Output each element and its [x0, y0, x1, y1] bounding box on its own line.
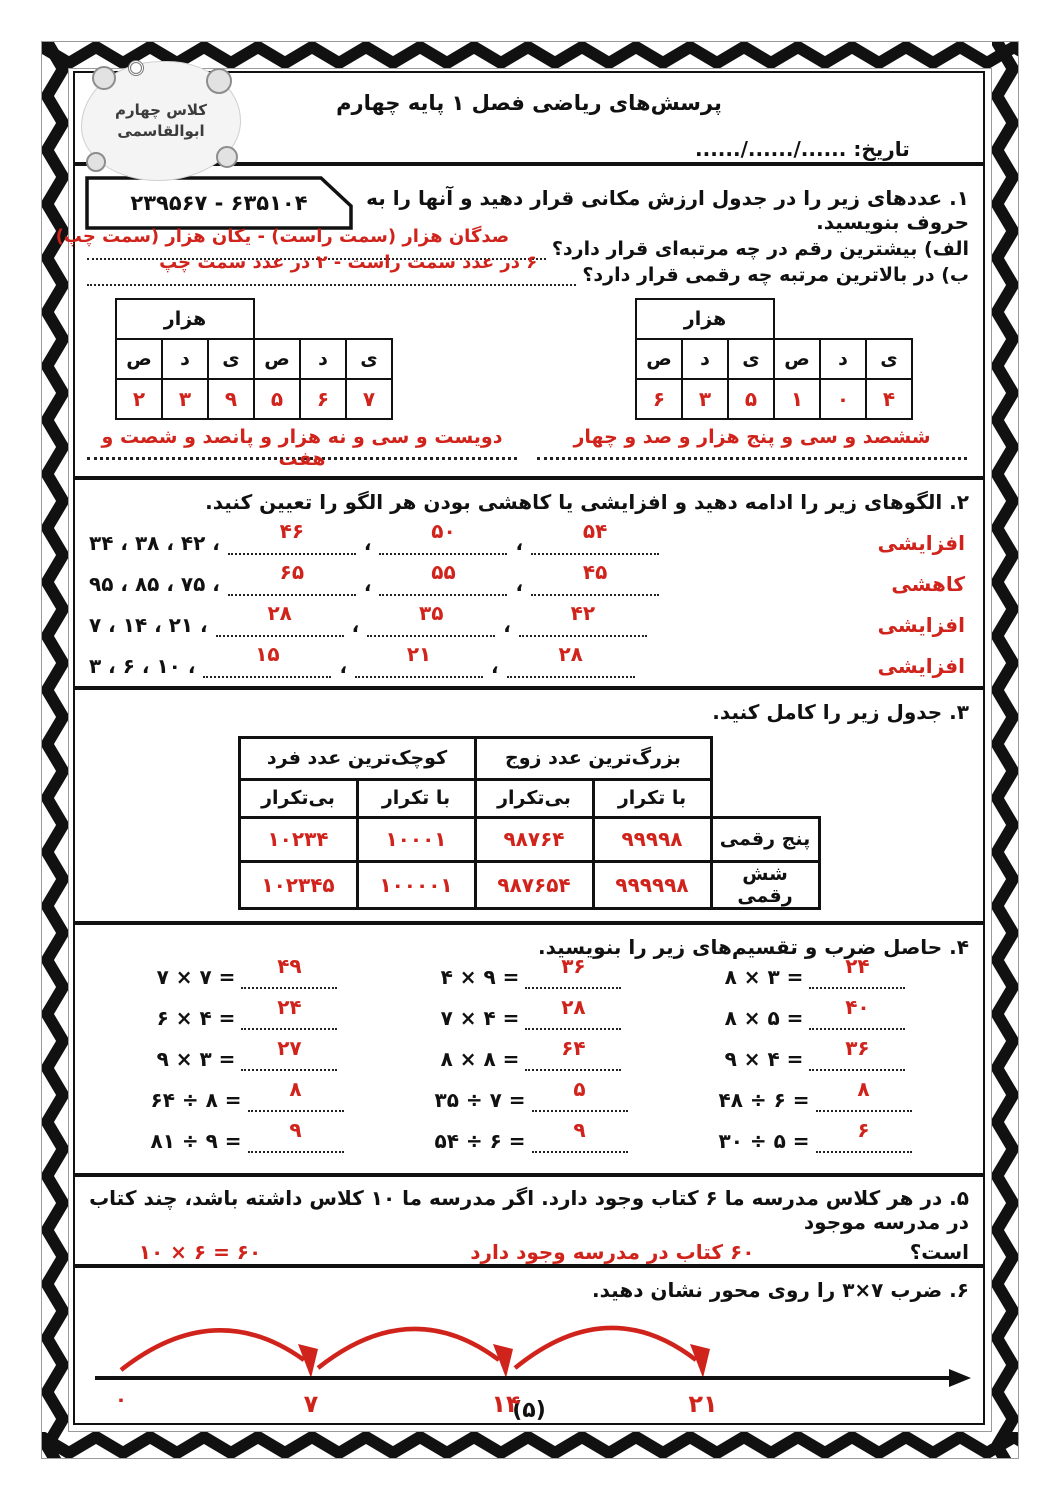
pattern-row [75, 601, 983, 638]
table-value: ۱۰۰۰۱ [357, 817, 475, 861]
pv-letter: ی [208, 339, 254, 379]
pv-digit: ۶ [636, 379, 682, 419]
question-4-section [75, 925, 983, 1177]
pv-digit: ۰ [820, 379, 866, 419]
pattern-blank [367, 601, 495, 637]
arc-arrowhead-icon [690, 1344, 710, 1378]
arithmetic-problem [389, 1035, 673, 1071]
table-row [239, 817, 819, 861]
answer: ۵ [573, 1076, 586, 1101]
pv-letter: ی [866, 339, 912, 379]
pattern-answer: ۲۸ [267, 601, 292, 626]
question-1a-answer: صدگان هزار (سمت راست) - یکان هزار (سمت چپ) [55, 225, 510, 247]
expression: ۸ × ۵ = [724, 1005, 804, 1030]
pattern-blank [519, 601, 647, 637]
pattern-answer: ۶۵ [279, 560, 305, 585]
arithmetic-problem [105, 1076, 389, 1112]
answer-line [241, 994, 337, 1030]
table-value: ۹۸۷۶۴ [475, 817, 593, 861]
jump-arc [121, 1330, 304, 1370]
pattern-answer: ۵۰ [431, 519, 456, 544]
thousands-header: هزار [636, 299, 774, 339]
arithmetic-problem [673, 953, 957, 989]
answer-line [809, 1035, 905, 1071]
question-6-section [75, 1268, 983, 1423]
given-numbers: ۲۳۹۵۶۷ - ۶۳۵۱۰۴ [130, 190, 308, 215]
thousands-header: هزار [116, 299, 254, 339]
tick-label-21: ۲۱ [688, 1390, 718, 1419]
arithmetic-problem [105, 994, 389, 1030]
answer: ۳۶ [561, 953, 586, 978]
arc-arrowhead-icon [298, 1344, 318, 1378]
comma: ، [339, 654, 348, 679]
group-header-odd: کوچک‌ترین عدد فرد [239, 737, 475, 779]
expression: ۷ × ۷ = [156, 964, 236, 989]
table-value: ۹۹۹۹۹۸ [593, 861, 711, 908]
answer: ۹ [573, 1117, 586, 1142]
expression: ۵۴ ÷ ۶ = [434, 1128, 526, 1153]
pv-digit: ۳ [162, 379, 208, 419]
logo-line1: کلاس چهارم [115, 101, 208, 120]
table-value: ۱۰۲۳۴ [239, 817, 357, 861]
answer: ۲۴ [845, 953, 870, 978]
expression: ۸ × ۸ = [440, 1046, 520, 1071]
logo-book-icon [86, 152, 106, 172]
jump-arc [515, 1328, 696, 1368]
page-title: پرسش‌های ریاضی فصل ۱ پایه چهارم [336, 91, 722, 115]
question-1-section [55, 166, 983, 480]
question-1-numbers-box [85, 176, 353, 230]
comma: ، [491, 654, 499, 679]
tick-label-7: ۷ [303, 1390, 319, 1419]
expression: ۸ × ۳ = [724, 964, 804, 989]
answer-line [809, 994, 905, 1030]
date-field: تاریخ: ....../....../...... [695, 137, 910, 161]
question-6-prompt [75, 1268, 983, 1302]
pattern-blank [355, 642, 483, 678]
question-3-section [75, 690, 983, 925]
question-1-prompt: ۱. عددهای زیر را در جدول ارزش مکانی قرار دهید و آنها را به حروف بنویسید. [366, 185, 969, 234]
zigzag-border-bottom [42, 1432, 1018, 1458]
pattern-row [75, 642, 983, 679]
arc-arrowhead-icon [493, 1344, 513, 1378]
jump-arc [318, 1329, 499, 1368]
answer-line [248, 1076, 344, 1112]
arithmetic-problem [389, 953, 673, 989]
expression: ۷ × ۴ = [440, 1005, 520, 1030]
table-value: ۱۰۲۳۴۵ [239, 861, 357, 908]
prompt-start: ۶. ضرب [883, 1278, 969, 1303]
pattern-answer: ۲۸ [558, 642, 583, 667]
pv-digit: ۵ [728, 379, 774, 419]
pattern-answer: ۴۶ [279, 519, 305, 544]
comma: ، [363, 531, 372, 556]
number-line-figure [85, 1308, 983, 1420]
table-value: ۹۹۹۹۸ [593, 817, 711, 861]
pattern-given: ۳ ، ۶ ، ۱۰ ، [89, 654, 196, 679]
pattern-answer: ۵۴ [582, 519, 608, 544]
row-label: شش رقمی [711, 861, 819, 908]
table-value: ۹۸۷۶۵۴ [475, 861, 593, 908]
answer-line [248, 1117, 344, 1153]
pattern-blank [228, 519, 356, 555]
pattern-blank [228, 560, 356, 596]
comma: ، [363, 572, 372, 597]
comma: ، [515, 572, 524, 597]
question-1b-line [75, 251, 983, 286]
pv-digit: ۴ [866, 379, 912, 419]
answer-line [241, 953, 337, 989]
pv-letter: د [300, 339, 346, 379]
page-number: (۵) [512, 1398, 546, 1424]
pattern-blank [379, 560, 507, 596]
answer: ۶۴ [561, 1035, 586, 1060]
pv-digit: ۵ [254, 379, 300, 419]
zigzag-border-right [992, 42, 1018, 1458]
pv-letter: د [682, 339, 728, 379]
number-in-words-left: دویست و سی و نه هزار و پانصد و شصت و هفت [101, 425, 503, 470]
expression: ۳۵ ÷ ۷ = [434, 1087, 526, 1112]
answer: ۹ [289, 1117, 302, 1142]
answer: ۲۸ [561, 994, 586, 1019]
place-value-table-right [635, 298, 913, 420]
pattern-type-label: افزایشی [877, 654, 965, 679]
expression: ۸۱ ÷ ۹ = [150, 1128, 242, 1153]
school-logo [81, 61, 241, 181]
number-in-words-right: ششصد و سی و پنج هزار و صد و چهار [573, 425, 931, 448]
pv-letter: ص [254, 339, 300, 379]
pv-digit: ۱ [774, 379, 820, 419]
pattern-blank [379, 519, 507, 555]
pv-digit: ۹ [208, 379, 254, 419]
pv-digit: ۳ [682, 379, 728, 419]
answer: ۶ [857, 1117, 870, 1142]
table-value: ۱۰۰۰۰۱ [357, 861, 475, 908]
pv-letter: ص [116, 339, 162, 379]
arithmetic-problem [105, 1117, 389, 1153]
comma: ، [351, 613, 360, 638]
pattern-answer: ۲۱ [406, 642, 432, 667]
question-5-answer: ۶۰ کتاب در مدرسه وجود دارد [470, 1240, 755, 1265]
answer-line [816, 1076, 912, 1112]
pv-letter: ی [728, 339, 774, 379]
question-5-tail: است؟ [909, 1240, 969, 1265]
answer-line [532, 1076, 628, 1112]
arithmetic-problem [389, 994, 673, 1030]
pattern-answer: ۴۵ [582, 560, 608, 585]
sub-header: بی‌تکرار [239, 779, 357, 817]
pv-letter: ص [774, 339, 820, 379]
question-1b-answer-line [87, 251, 576, 286]
answer: ۴۹ [277, 953, 302, 978]
question-3-prompt: ۳. جدول زیر را کامل کنید. [712, 699, 969, 724]
answer: ۸ [289, 1076, 302, 1101]
logo-kid-icon [92, 66, 116, 90]
answer: ۸ [857, 1076, 870, 1101]
pv-letter: ی [346, 339, 392, 379]
logo-kid-icon [206, 68, 232, 94]
place-value-table-left [115, 298, 393, 420]
question-2-section [75, 480, 983, 690]
pattern-given: ۹۵ ، ۸۵ ، ۷۵ ، [89, 572, 220, 597]
question-1b-text: ب) در بالاترین مرتبه چه رقمی قرار دارد؟ [582, 263, 969, 286]
number-in-words-line-right [537, 426, 967, 460]
comma: ، [515, 531, 524, 556]
question-4-prompt: ۴. حاصل ضرب و تقسیم‌های زیر را بنویسید. [538, 934, 969, 959]
pattern-blank [507, 642, 635, 678]
pattern-answer: ۵۵ [431, 560, 456, 585]
worksheet-sheet [55, 71, 985, 1425]
expression: ۳۰ ÷ ۵ = [718, 1128, 810, 1153]
question-5-section [75, 1177, 983, 1268]
pattern-blank [203, 642, 331, 678]
comma: ، [503, 613, 511, 638]
expression: ۴ × ۹ = [440, 964, 520, 989]
expression: ۹ × ۴ = [724, 1046, 804, 1071]
axis-arrowhead-icon [949, 1369, 971, 1387]
logo-lollipop-icon [128, 60, 144, 76]
zigzag-border-left [42, 42, 68, 1458]
tick-label-0: ۰ [114, 1387, 128, 1412]
sub-header: با تکرار [593, 779, 711, 817]
header-section [75, 73, 983, 166]
pattern-row [75, 560, 983, 597]
arithmetic-problem [673, 994, 957, 1030]
question-1b-answer: ۶ در عدد سمت راست - ۲ در عدد سمت چپ [159, 251, 538, 273]
pv-digit: ۷ [346, 379, 392, 419]
answer-line [525, 953, 621, 989]
pv-letter: ص [636, 339, 682, 379]
pattern-answer: ۴۲ [570, 601, 596, 626]
arithmetic-problem [389, 1076, 673, 1112]
arithmetic-problem [105, 953, 389, 989]
answer-line [809, 953, 905, 989]
answer-line [525, 994, 621, 1030]
pv-digit: ۲ [116, 379, 162, 419]
prompt-end: را روی محور نشان دهید. [592, 1278, 843, 1303]
question-5-equation: ۱۰ × ۶ = ۶۰ [138, 1240, 262, 1265]
pattern-blank [531, 519, 659, 555]
pv-digit: ۶ [300, 379, 346, 419]
question-5-text: ۵. در هر کلاس مدرسه ما ۶ کتاب وجود دارد. اگر مدرسه ما ۱۰ کلاس داشته باشد، چند کتاب در مدرسه موجود [89, 1186, 969, 1235]
pattern-blank [531, 560, 659, 596]
tick-label-14: ۱۴ [491, 1390, 521, 1419]
pattern-type-label: افزایشی [877, 613, 965, 638]
pattern-answer: ۱۵ [255, 642, 280, 667]
answer-line [525, 1035, 621, 1071]
logo-kid-icon [216, 146, 238, 168]
answer: ۲۴ [277, 994, 302, 1019]
arithmetic-problem [673, 1117, 957, 1153]
answer-line [532, 1117, 628, 1153]
pattern-type-label: کاهشی [891, 572, 965, 597]
answer: ۳۶ [845, 1035, 870, 1060]
pattern-given: ۷ ، ۱۴ ، ۲۱ ، [89, 613, 208, 638]
arithmetic-problem [389, 1117, 673, 1153]
arithmetic-problem [105, 1035, 389, 1071]
table-row [239, 861, 819, 908]
expression: ۹ × ۳ = [156, 1046, 236, 1071]
expression: ۶۴ ÷ ۸ = [150, 1087, 242, 1112]
pv-letter: د [820, 339, 866, 379]
pattern-row [75, 519, 983, 556]
pattern-answer: ۳۵ [419, 601, 444, 626]
answer: ۲۷ [277, 1035, 302, 1060]
answer-line [816, 1117, 912, 1153]
pattern-given: ۳۴ ، ۳۸ ، ۴۲ ، [89, 531, 220, 556]
row-label: پنج رقمی [711, 817, 819, 861]
question-1a-text: الف) بیشترین رقم در چه مرتبه‌ای قرار دارد؟ [551, 237, 969, 260]
number-in-words-line-left [87, 425, 517, 470]
odd-even-table [238, 736, 821, 910]
pv-letter: د [162, 339, 208, 379]
logo-line2: ابوالقاسمی [117, 122, 205, 140]
pattern-blank [216, 601, 344, 637]
multiplication-expression: ۳×۷ [842, 1278, 884, 1303]
answer: ۴۰ [845, 994, 870, 1019]
arithmetic-problem [673, 1035, 957, 1071]
answer-line [241, 1035, 337, 1071]
arithmetic-problem [673, 1076, 957, 1112]
expression: ۶ × ۴ = [156, 1005, 236, 1030]
question-2-prompt: ۲. الگوهای زیر را ادامه دهید و افزایشی یا کاهشی بودن هر الگو را تعیین کنید. [205, 490, 969, 515]
sub-header: بی‌تکرار [475, 779, 593, 817]
pattern-type-label: افزایشی [877, 531, 965, 556]
sub-header: با تکرار [357, 779, 475, 817]
group-header-even: بزرگ‌ترین عدد زوج [475, 737, 711, 779]
expression: ۴۸ ÷ ۶ = [718, 1087, 810, 1112]
arithmetic-grid [75, 953, 983, 1153]
